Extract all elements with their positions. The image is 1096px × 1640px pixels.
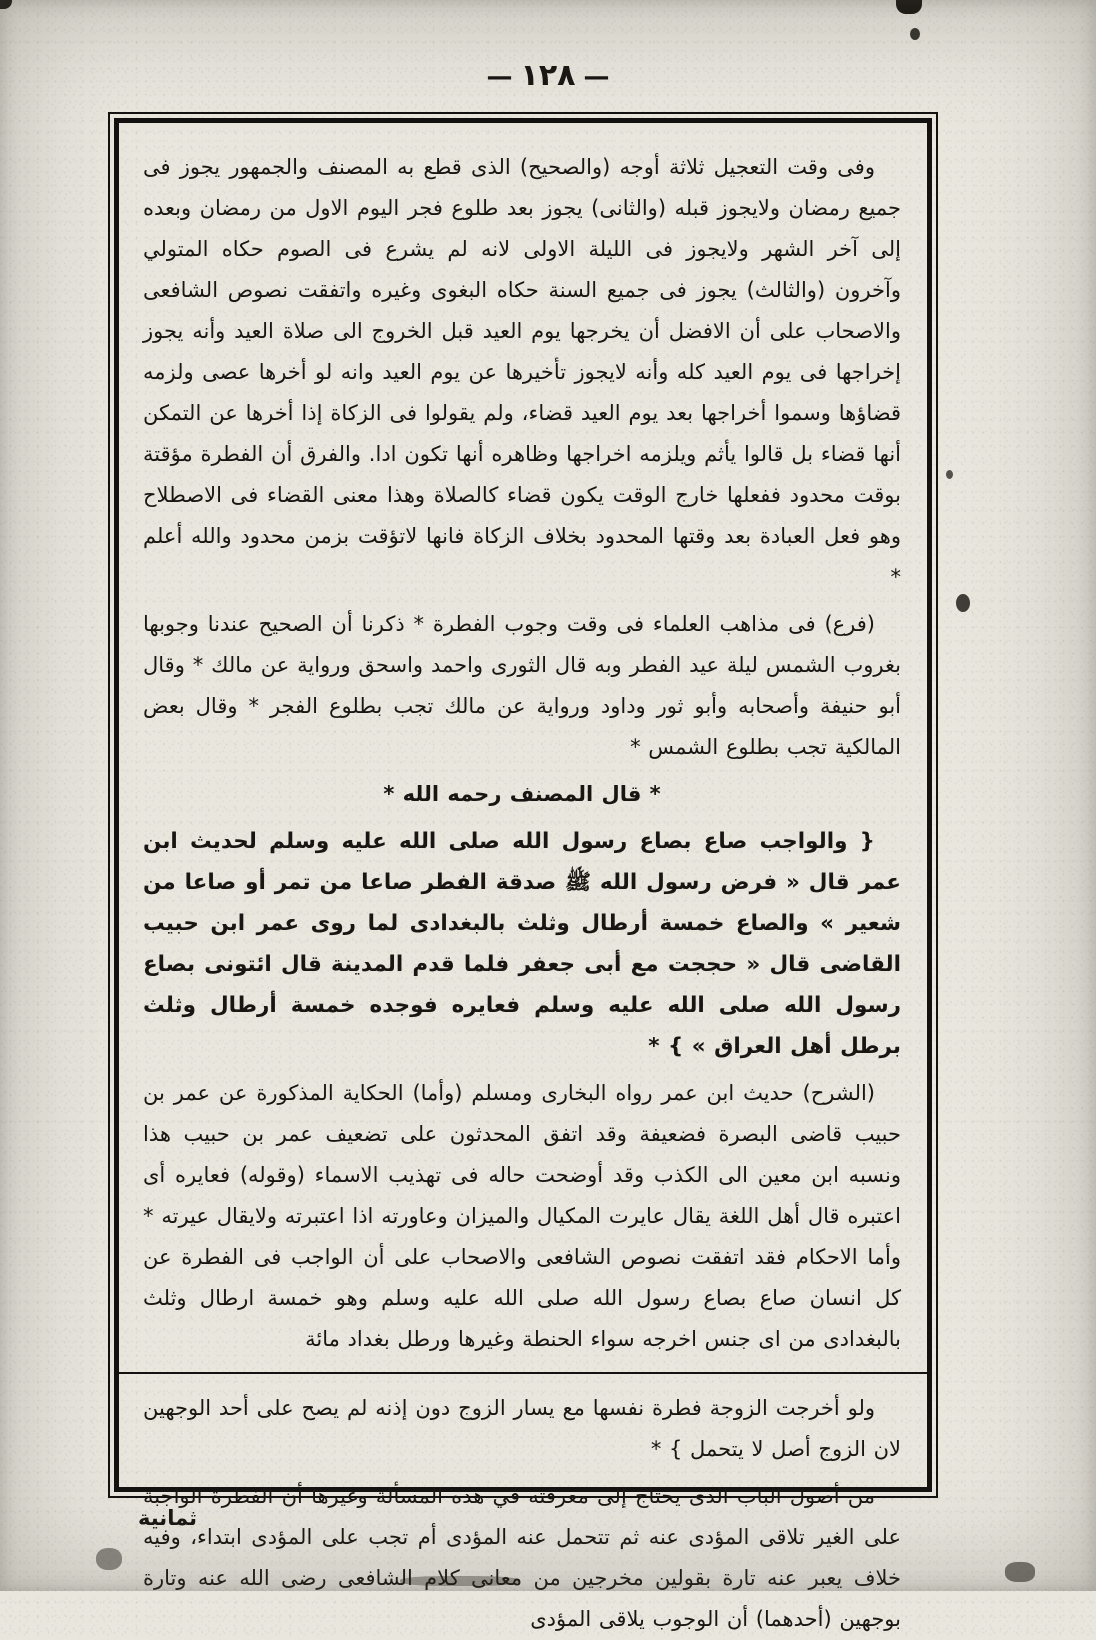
- page-number-value: ١٢٨: [520, 58, 576, 93]
- paragraph-qala-musannif-heading: * قال المصنف رحمه الله *: [383, 782, 661, 806]
- scan-smudge: [96, 1548, 122, 1570]
- paragraph-matn-wajib-sa: { والواجب صاع بصاع رسول الله صلى الله عليه وسلم لحديث ابن عمر قال « فرض رسول الله ﷺ صدقة الفطر صاعا من تمر أو صاعا من شعير » والصاع خمسة أرطال وثلث بالبغدادى لما روى عمر ابن حبيب القاضى قال « حججت مع أبى جعفر فلما قدم المدينة قال ائتونى بصاع رسول الله صلى الله عليه وسلم فعايره فوجده خمسة أرطال وثلث برطل أهل العراق » } *: [143, 829, 901, 1059]
- scan-speck: [946, 470, 953, 479]
- catchword: ثمانية: [138, 1506, 198, 1530]
- paragraph-far-madhahib: (فرع) فى مذاهب العلماء فى وقت وجوب الفطرة * ذكرنا أن الصحيح عندنا وجوبها بغروب الشمس ليلة عيد الفطر وبه قال الثورى واحمد واسحق ورواية عن مالك * وقال أبو حنيفة وأصحابه وأبو ثور وداود ورواية عن مالك تجب بطلوع الفجر * وقال بعض المالكية تجب بطلوع الشمس *: [143, 612, 901, 759]
- scan-speck: [910, 28, 920, 40]
- scan-smudge: [1005, 1562, 1035, 1582]
- scan-speck: [896, 0, 922, 14]
- paragraph-zawja-fitra: ولو أخرجت الزوجة فطرة نفسها مع يسار الزوج دون إذنه لم يصح على أحد الوجهين لان الزوج أصل لا يتحمل } *: [143, 1396, 901, 1461]
- page-number-dash-left: —: [486, 62, 513, 92]
- paragraph-sharh: (الشرح) حديث ابن عمر رواه البخارى ومسلم (وأما) الحكاية المذكورة عن عمر بن حبيب قاضى البصرة فضعيفة وقد اتفق المحدثون على تضعيف عمر بن حبيب هذا ونسبه ابن معين الى الكذب وقد أوضحت حاله فى تهذيب الاسماء (وقوله) فعايره أى اعتبره قال أهل اللغة يقال عايرت المكيال والميزان وعاورته اذا اعتبرته ولايقال عيرته * وأما الاحكام فقد اتفقت نصوص الشافعى والاصحاب على أن الواجب فى الفطرة عن كل انسان صاع بصاع رسول الله صلى الله عليه وسلم وهو خمسة ارطال وثلث بالبغدادى من اى جنس اخرجه سواء الحنطة وغيرها ورطل بغداد مائة: [143, 1081, 901, 1351]
- page-number: [0, 58, 1096, 93]
- scan-speck: [956, 594, 970, 612]
- section-divider-rule: [119, 1372, 927, 1374]
- paragraph-usul-al-bab: من أصول الباب الذى يحتاج إلى معرفته في هذه المسألة وغيرها أن الفطرة الواجبة على الغير تلاقى المؤدى عنه ثم تتحمل عنه المؤدى أم تجب على المؤدى ابتداء، وفيه خلاف يعبر عنه تارة بقولين مخرجين من معانى كلام الشافعى رضى الله عنه وتارة بوجهين (أحدهما) أن الوجوب يلاقى المؤدى: [143, 1484, 901, 1631]
- scan-speck: [0, 0, 12, 9]
- page-number-dash-right: —: [583, 62, 610, 92]
- paragraph-tajil-ruling: وفى وقت التعجيل ثلاثة أوجه (والصحيح) الذى قطع به المصنف والجمهور يجوز فى جميع رمضان ولايجوز قبله (والثانى) يجوز بعد طلوع فجر اليوم الاول من رمضان وبعده إلى آخر الشهر ولايجوز فى الليلة الاولى لانه لم يشرع فى الصوم حكاه المتولي وآخرون (والثالث) يجوز فى جميع السنة حكاه البغوى وغيره واتفقت نصوص الشافعى والاصحاب على أن الافضل أن يخرجها يوم العيد قبل الخروج الى صلاة العيد وأنه يجوز إخراجها فى يوم العيد كله وأنه لايجوز تأخيرها عن يوم العيد وانه لو أخرها عصى ولزمه قضاؤها وسموا أخراجها بعد يوم العيد قضاء، ولم يقولوا فى الزكاة إذا أخرها عن التمكن أنها قضاء بل قالوا يأثم ويلزمه اخراجها وظاهره أنها تكون ادا. والفرق أن الفطرة مؤقتة بوقت محدود ففعلها خارج الوقت يكون قضاء كالصلاة وهذا معنى القضاء فى الاصطلاح وهو فعل العبادة بعد وقتها المحدود بخلاف الزكاة فانها لاتؤقت بزمن محدود والله أعلم *: [143, 155, 901, 589]
